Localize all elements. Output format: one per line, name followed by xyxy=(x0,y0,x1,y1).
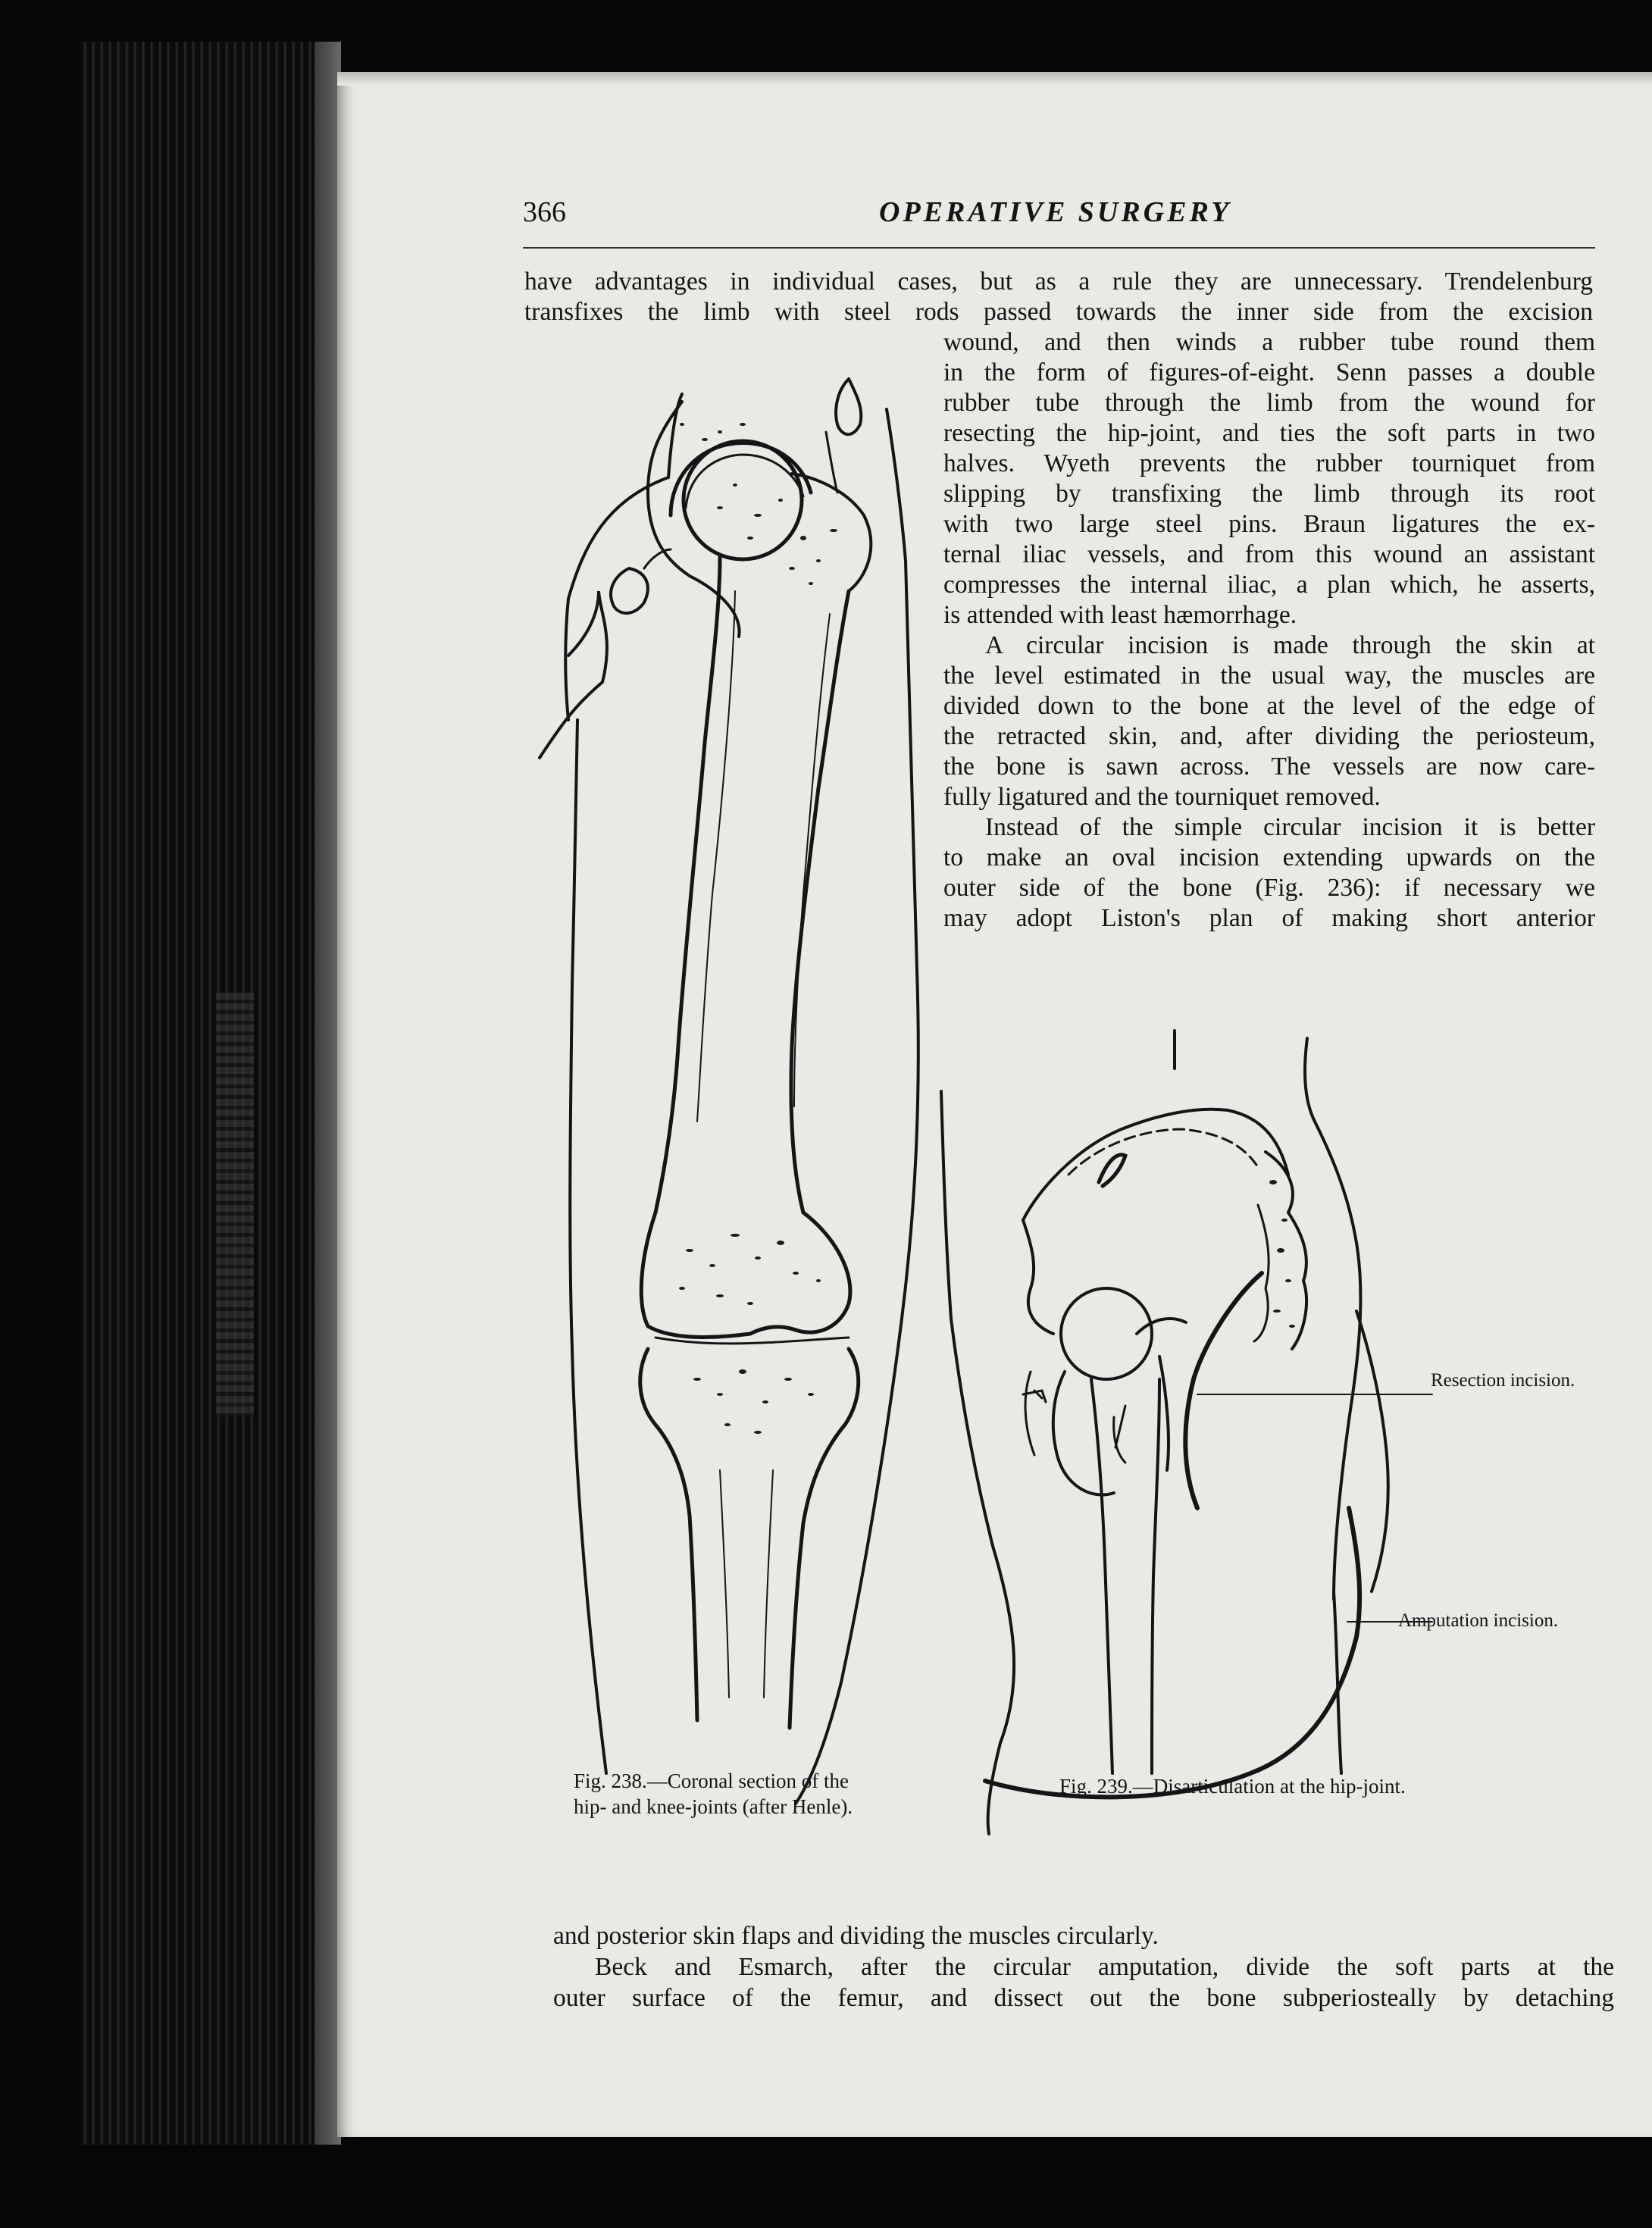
book-page-edges xyxy=(80,42,341,2145)
book-spine-text xyxy=(216,993,254,1417)
figure-239-caption: Fig. 239.—Disarticulation at the hip-joint. xyxy=(1059,1775,1406,1798)
text-line: rubber tube through the limb from the wound for xyxy=(943,389,1595,417)
text-line: and posterior skin flaps and dividing the muscles circularly. xyxy=(553,1922,1159,1950)
text-line: resecting the hip-joint, and ties the soft parts in two xyxy=(943,419,1595,447)
text-line: fully ligatured and the tourniquet removed. xyxy=(943,783,1381,811)
running-head: OPERATIVE SURGERY xyxy=(879,196,1232,228)
text-line: is attended with least hæmorrhage. xyxy=(943,601,1297,629)
figure-238-caption-line-1: Fig. 238.—Coronal section of the xyxy=(574,1770,849,1792)
text-line: the bone is sawn across. The vessels are now care- xyxy=(943,753,1595,781)
resection-incision-label: Resection incision. xyxy=(1431,1370,1575,1391)
text-line: Instead of the simple circular incision it is better xyxy=(985,813,1595,841)
header-rule xyxy=(523,247,1595,249)
text-line: the level estimated in the usual way, the muscles are xyxy=(943,662,1595,690)
text-line: have advantages in individual cases, but as a rule they are unnecessary. Trendelenburg xyxy=(524,268,1593,296)
text-line: ternal iliac vessels, and from this wound an assistant xyxy=(943,540,1595,568)
text-line: transfixes the limb with steel rods passed towards the inner side from the excision xyxy=(524,298,1593,326)
text-line: divided down to the bone at the level of the edge of xyxy=(943,692,1595,720)
figure-238-caption-line-2: hip- and knee-joints (after Henle). xyxy=(574,1795,853,1818)
text-line: slipping by transfixing the limb through its root xyxy=(943,480,1595,508)
text-line: wound, and then winds a rubber tube round them xyxy=(943,328,1595,356)
text-line: with two large steel pins. Braun ligatures the ex- xyxy=(943,510,1595,538)
text-line: halves. Wyeth prevents the rubber tourniquet from xyxy=(943,449,1595,477)
text-line: Beck and Esmarch, after the circular amputation, divide the soft parts at the xyxy=(595,1953,1614,1981)
text-line: the retracted skin, and, after dividing the periosteum, xyxy=(943,722,1595,750)
text-line: in the form of figures-of-eight. Senn passes a double xyxy=(943,358,1595,386)
amputation-incision-label: Amputation incision. xyxy=(1398,1610,1559,1631)
page-number: 366 xyxy=(523,196,566,228)
text-line: compresses the internal iliac, a plan which, he asserts, xyxy=(943,571,1595,599)
text-line: outer side of the bone (Fig. 236): if necessary we xyxy=(943,874,1595,902)
text-line: may adopt Liston's plan of making short anterior xyxy=(943,904,1595,932)
text-line: A circular incision is made through the skin at xyxy=(985,631,1595,659)
text-line: to make an oval incision extending upwards on the xyxy=(943,843,1595,871)
text-line: outer surface of the femur, and dissect out the bone subperiosteally by detaching xyxy=(553,1984,1614,2012)
